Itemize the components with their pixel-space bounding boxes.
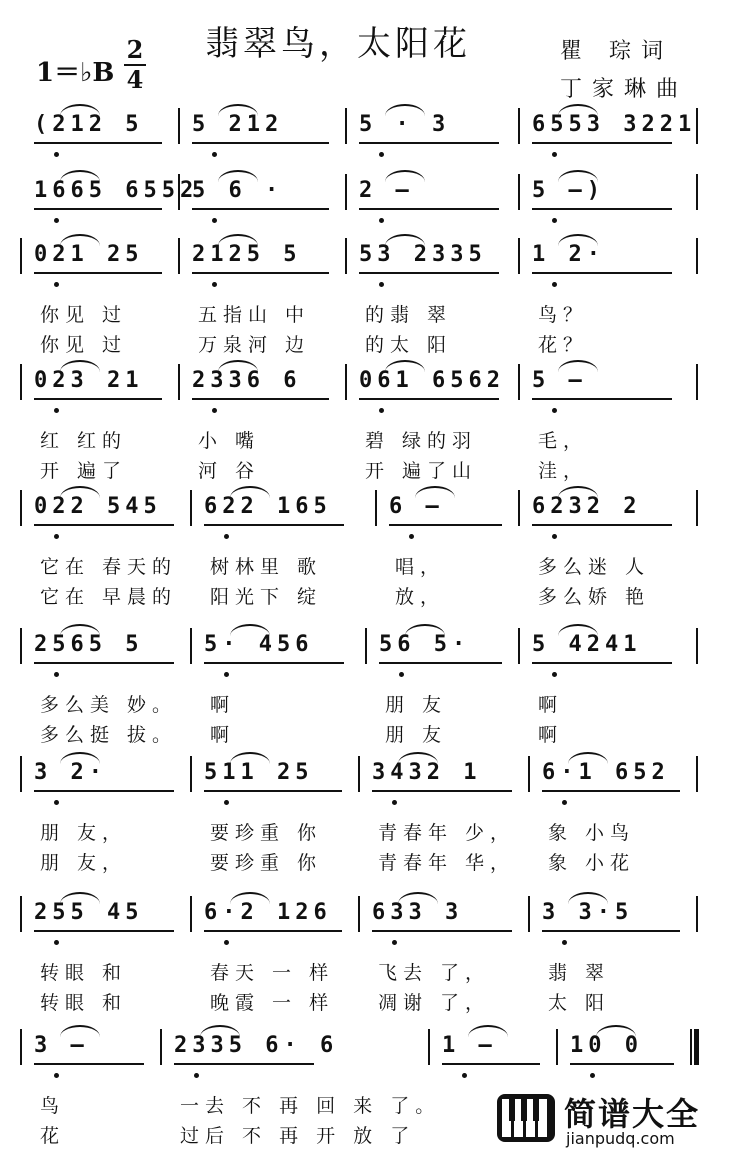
barline [190,756,192,792]
barline [178,364,180,400]
beam [34,272,162,274]
lyric-text: 多么娇 艳 [538,586,651,608]
slur [558,486,598,498]
octave-dot [399,672,404,677]
beam [204,662,344,664]
time-signature-top: 2 [126,35,144,64]
measure-notes: 53 2335 [359,242,487,267]
measure-notes: 10 0 [570,1033,643,1058]
slur [60,486,100,498]
barline [190,490,192,526]
slur [568,752,608,764]
barline [20,628,22,664]
barline [518,490,520,526]
lyric-text: 你见 过 [40,334,128,356]
beam [532,662,672,664]
beam [34,930,174,932]
time-signature [124,35,146,94]
barline [345,238,347,274]
octave-dot [462,1073,467,1078]
octave-dot [379,152,384,157]
slur [218,234,258,246]
final-barline [694,1029,699,1065]
lyric-text: 春天 一 样 [210,962,335,984]
slur [398,892,438,904]
barline [20,756,22,792]
slur [558,360,598,372]
lyric-text: 鸟 [40,1095,66,1117]
octave-dot [54,408,59,413]
beam [192,208,329,210]
piano-logo-icon [496,1093,556,1143]
barline [696,490,698,526]
measure-notes: 5 4241 [532,632,642,657]
barline [528,896,530,932]
lyric-text: 转眼 和 [40,992,128,1014]
slur [60,234,100,246]
lyric-text: 放， [395,586,446,608]
lyric-text: 太 阳 [548,992,611,1014]
barline [518,174,520,210]
beam [34,790,174,792]
slur [405,624,445,636]
lyric-text: 花？ [538,334,589,356]
beam [532,272,672,274]
slur [558,170,598,182]
beam [204,930,342,932]
lyricist-credit: 瞿 琮词 [560,39,673,64]
octave-dot [212,152,217,157]
measure-notes: 021 25 [34,242,144,267]
barline [345,174,347,210]
octave-dot [409,534,414,539]
barline [190,628,192,664]
beam [542,790,680,792]
slur [230,624,270,636]
song-title: 翡翠鸟，太阳花 [205,24,471,64]
lyric-text: 象 小花 [548,852,636,874]
measure-notes: 061 6562 [359,368,505,393]
measure-notes: 2 — [359,178,414,203]
measure-notes: 5 6 · [192,178,284,203]
lyric-text: 洼， [538,460,589,482]
beam [192,142,329,144]
beam [359,208,499,210]
octave-dot [54,800,59,805]
beam [570,1063,674,1065]
lyric-text: 的翡 翠 [365,304,453,326]
lyric-text: 朋 友， [40,852,128,874]
barline [160,1029,162,1065]
slur [568,892,608,904]
beam [359,142,499,144]
measure-notes: 633 3 [372,900,464,925]
barline [696,364,698,400]
octave-dot [379,408,384,413]
beam [379,662,502,664]
measure-notes: 022 545 [34,494,162,519]
slur [385,104,425,116]
lyric-text: 多么挺 拔。 [40,724,178,746]
barline [518,628,520,664]
slur [398,752,438,764]
octave-dot [54,218,59,223]
octave-dot [379,218,384,223]
measure-notes: 6·2 126 [204,900,332,925]
octave-dot [224,672,229,677]
beam [34,142,162,144]
octave-dot [54,672,59,677]
measure-notes: 1 2· [532,242,605,267]
measure-notes: 255 45 [34,900,144,925]
measure-notes: 1665 6552 [34,178,199,203]
octave-dot [562,800,567,805]
octave-dot [54,282,59,287]
octave-dot [212,218,217,223]
lyric-text: 一去 不 再 回 来 了。 [180,1095,441,1117]
watermark [496,1089,726,1151]
lyric-text: 朋 友 [385,724,448,746]
barline [178,108,180,144]
octave-dot [54,1073,59,1078]
slur [60,360,100,372]
lyric-text: 你见 过 [40,304,128,326]
beam [204,524,344,526]
barline [20,490,22,526]
barline [696,238,698,274]
barline [518,108,520,144]
lyric-text: 翡 翠 [548,962,611,984]
time-signature-bottom: 4 [126,65,144,94]
lyric-text: 碧 绿的羽 [365,430,478,452]
barline [358,896,360,932]
lyric-text: 朋 友， [40,822,128,844]
lyric-text: 朋 友 [385,694,448,716]
beam [34,1063,144,1065]
measure-notes: 5 212 [192,112,284,137]
barline [518,364,520,400]
barline [345,364,347,400]
measure-notes: 3 2· [34,760,107,785]
barline [696,108,698,144]
beam [359,398,499,400]
composer-credit: 丁家琳曲 [560,77,689,102]
slur [218,360,258,372]
lyric-text: 多么美 妙。 [40,694,178,716]
lyric-text: 象 小鸟 [548,822,636,844]
barline [696,628,698,664]
lyric-text: 凋谢 了， [378,992,491,1014]
slur [60,892,100,904]
measure-notes: 6·1 652 [542,760,670,785]
beam [372,930,512,932]
measure-notes: 5 · 3 [359,112,451,137]
slur [385,234,425,246]
octave-dot [194,1073,199,1078]
lyric-text: 鸟？ [538,304,589,326]
lyric-text: 五指山 中 [198,304,311,326]
octave-dot [392,940,397,945]
measure-notes: 622 165 [204,494,332,519]
lyric-text: 唱， [395,556,446,578]
slur [60,1025,100,1037]
beam [34,208,162,210]
slur [468,1025,508,1037]
beam [389,524,502,526]
slur [218,170,258,182]
key-signature: 1＝♭B [36,58,115,88]
beam [532,398,672,400]
lyric-text: 多么迷 人 [538,556,651,578]
beam [174,1063,314,1065]
lyric-text: 啊 [210,694,236,716]
slur [200,1025,240,1037]
octave-dot [224,940,229,945]
beam [204,790,342,792]
beam [532,208,672,210]
beam [359,272,499,274]
slur [230,892,270,904]
lyric-text: 晚霞 一 样 [210,992,335,1014]
barline [428,1029,430,1065]
measure-notes: (212 5 [34,112,144,137]
lyric-text: 阳光下 绽 [210,586,323,608]
octave-dot [552,672,557,677]
beam [372,790,512,792]
lyric-text: 花 [40,1125,66,1147]
octave-dot [392,800,397,805]
measure-notes: 3 3·5 [542,900,634,925]
slur [558,104,598,116]
barline [518,238,520,274]
octave-dot [379,282,384,287]
octave-dot [54,152,59,157]
measure-notes: 3432 1 [372,760,482,785]
lyric-text: 万泉河 边 [198,334,311,356]
lyric-text: 毛， [538,430,589,452]
octave-dot [552,282,557,287]
barline [190,896,192,932]
lyric-text: 要珍重 你 [210,822,323,844]
lyric-text: 啊 [538,694,564,716]
lyric-text: 飞去 了， [378,962,491,984]
slur [60,752,100,764]
measure-notes: 5 —) [532,178,605,203]
barline [696,174,698,210]
slur [60,624,100,636]
lyric-text: 河 谷 [198,460,261,482]
beam [542,930,680,932]
lyric-text: 要珍重 你 [210,852,323,874]
measure-notes: 6 — [389,494,444,519]
octave-dot [54,940,59,945]
measure-notes: 6553 3221 [532,112,697,137]
lyric-text: 小 嘴 [198,430,261,452]
barline [556,1029,558,1065]
measure-notes: 5 — [532,368,587,393]
measure-notes: 1 — [442,1033,497,1058]
barline [375,490,377,526]
beam [192,272,329,274]
watermark-main: 简谱大全 [564,1095,701,1133]
barline [696,896,698,932]
slur [415,486,455,498]
octave-dot [224,800,229,805]
octave-dot [562,940,567,945]
beam [192,398,329,400]
octave-dot [590,1073,595,1078]
barline [528,756,530,792]
barline [20,1029,22,1065]
measure-notes: 2335 6· 6 [174,1033,339,1058]
measure-notes: 023 21 [34,368,144,393]
beam [442,1063,540,1065]
slur [558,624,598,636]
slur [60,104,100,116]
lyric-text: 青春年 少， [378,822,516,844]
measure-notes: 2125 5 [192,242,302,267]
barline [358,756,360,792]
lyric-text: 啊 [538,724,564,746]
measure-notes: 511 25 [204,760,314,785]
beam [34,524,174,526]
lyric-text: 的太 阳 [365,334,453,356]
barline [20,238,22,274]
octave-dot [54,534,59,539]
barline [178,238,180,274]
measure-notes: 3 — [34,1033,89,1058]
lyric-text: 过后 不 再 开 放 了 [180,1125,416,1147]
lyric-text: 青春年 华， [378,852,516,874]
measure-notes: 6232 2 [532,494,642,519]
measure-notes: 56 5· [379,632,471,657]
measure-notes: 2565 5 [34,632,144,657]
slur [558,234,598,246]
octave-dot [212,282,217,287]
beam [34,662,174,664]
lyric-text: 它在 春天的 [40,556,178,578]
octave-dot [552,152,557,157]
slur [218,104,258,116]
beam [532,142,672,144]
watermark-sub: jianpudq.com [566,1129,675,1148]
lyric-text: 开 遍了山 [365,460,478,482]
barline [365,628,367,664]
octave-dot [552,408,557,413]
lyric-text: 啊 [210,724,236,746]
octave-dot [552,534,557,539]
lyric-text: 树林里 歌 [210,556,323,578]
slur [60,170,100,182]
barline [690,1029,692,1065]
beam [34,398,162,400]
octave-dot [224,534,229,539]
slur [230,486,270,498]
lyric-text: 红 红的 [40,430,128,452]
measure-notes: 5· 456 [204,632,314,657]
barline [696,756,698,792]
barline [20,896,22,932]
slur [385,360,425,372]
octave-dot [212,408,217,413]
slur [596,1025,636,1037]
lyric-text: 转眼 和 [40,962,128,984]
beam [532,524,672,526]
barline [20,364,22,400]
measure-notes: 2336 6 [192,368,302,393]
slur [230,752,270,764]
lyric-text: 开 遍了 [40,460,128,482]
octave-dot [552,218,557,223]
barline [345,108,347,144]
lyric-text: 它在 早晨的 [40,586,178,608]
slur [385,170,425,182]
